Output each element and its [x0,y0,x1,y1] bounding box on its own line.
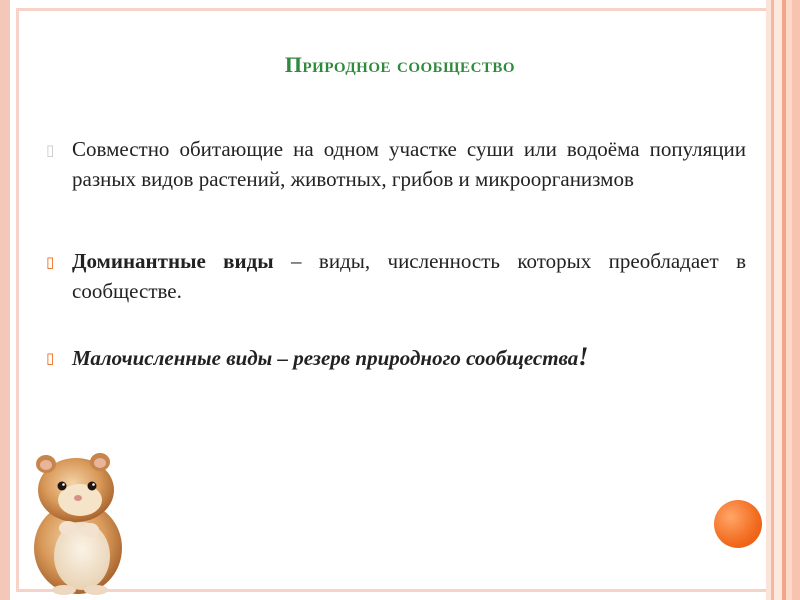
bullet-marker-icon: ▯ [46,255,55,271]
bullet-list [46,134,746,373]
bullet-exclamation: ! [578,342,589,371]
bullet-item [46,246,746,306]
frame-left-inner-line [16,8,19,592]
bullet-term: Доминантные виды [72,249,274,273]
bullet-marker-icon: ▯ [46,143,55,159]
hamster-image [20,446,138,596]
right-stripe [774,0,782,600]
slide-title: Природное сообщество [284,52,516,77]
frame-top-line [16,8,768,11]
bullet-text: – виды, численность которых преобладает в сообществе. [72,249,746,303]
bullet-text: Малочисленные виды – резерв природного сообщества [72,346,579,370]
bullet-item [46,342,746,373]
right-stripe [792,0,800,600]
bullet-text: Совместно обитающие на одном участке суши или водоёма популяции разных видов растений, животных, грибов и микроорганизмов [72,137,746,191]
bullet-marker-icon: ▯ [46,351,55,367]
bullet-item [46,134,746,194]
frame-left-border [0,0,10,600]
orange-circle-decoration [714,500,762,548]
